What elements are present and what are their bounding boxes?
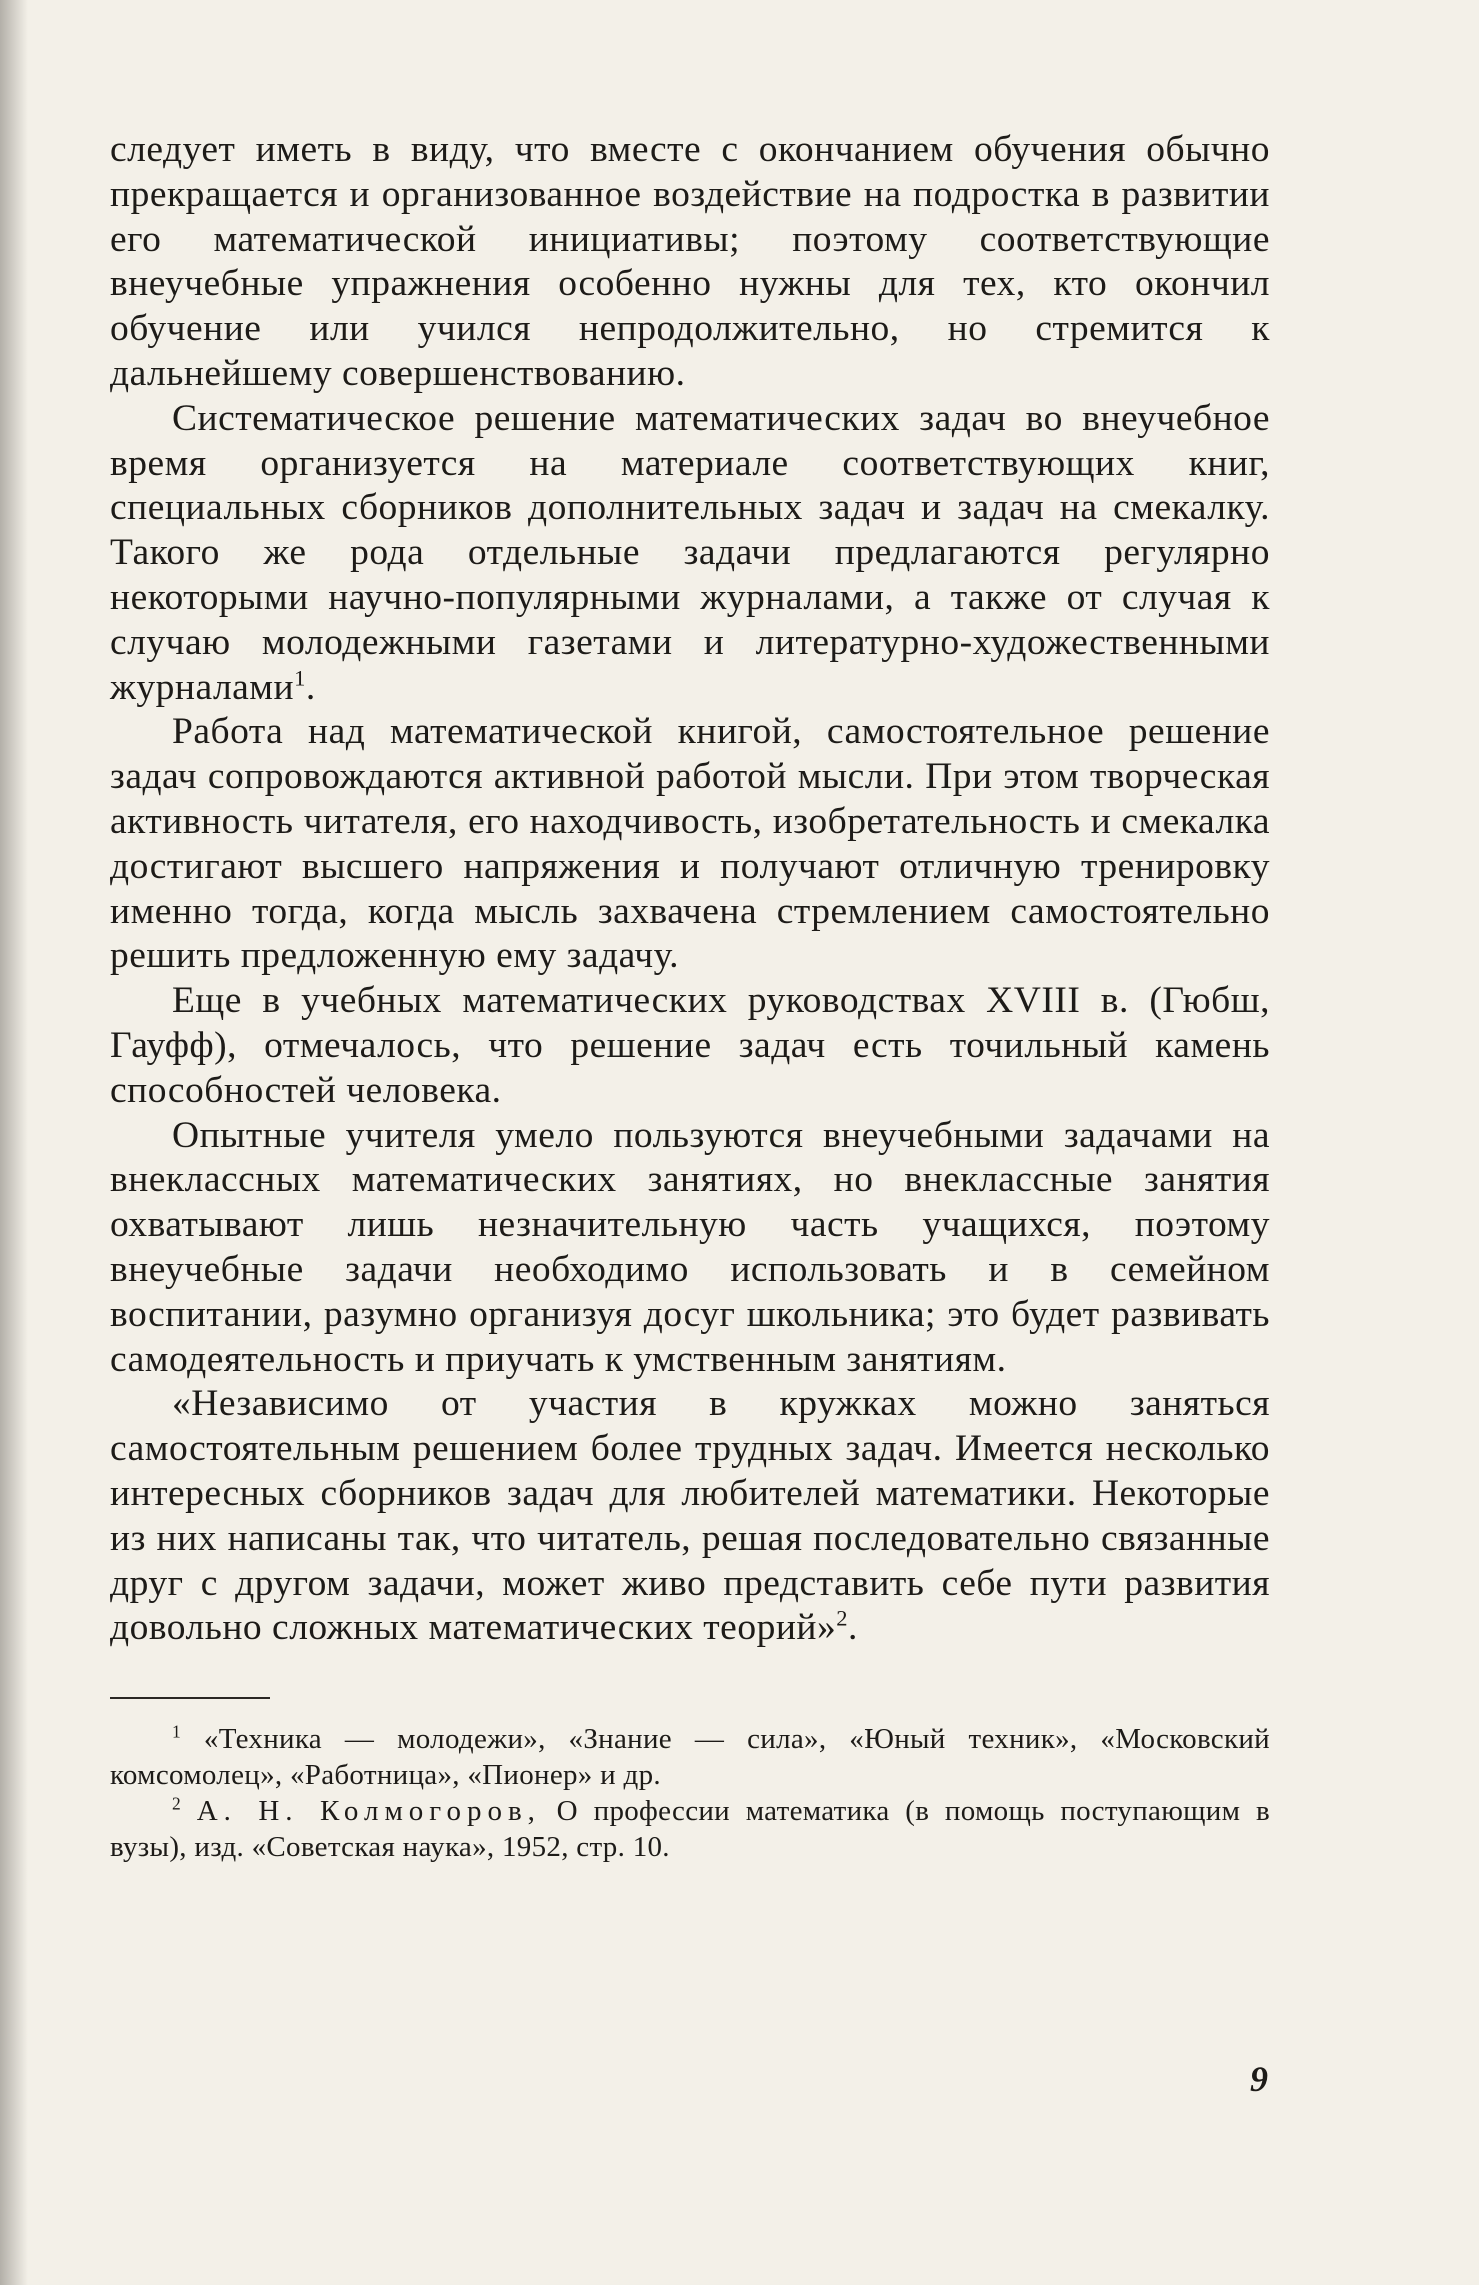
footnote-ref-2: 2 [836, 1605, 848, 1631]
footnote-1-text: «Техника — молодежи», «Знание — сила», «Юный техник», «Московский комсомолец», «Работница», «Пионер» и др. [110, 1723, 1270, 1792]
footnote-2-author: А. Н. Колмогоров, [196, 1795, 541, 1828]
footnote-2-mark: 2 [172, 1793, 181, 1814]
paragraph-6-text: «Независимо от участия в кружках можно заняться самостоятельным решением более трудных задач. Имеется несколько интересных сборников задач для любителей математики. Некоторые из них написаны так, что читатель, решая последовательно связанные друг с другом задачи, может живо представить себе пути развития довольно сложных математических теорий» [110, 1383, 1270, 1649]
page-gutter-shadow [0, 0, 28, 2285]
paragraph-4 [110, 979, 1270, 1113]
page-number: 9 [1250, 2059, 1268, 2099]
footnote-2 [110, 1793, 1270, 1865]
paragraph-2-text: Систематическое решение математических задач во внеучебное время организуется на материале соответствующих книг, специальных сборников дополнительных задач и задач на смекалку. Такого же рода отдельные задачи предлагаются регулярно некоторыми научно-популярными журналами, а также от случая к случаю молодежными газетами и литературно-художественными журналами [110, 397, 1270, 708]
paragraph-4-text: Еще в учебных математических руководствах XVIII в. (Гюбш, Гауфф), отмечалось, что решение задач есть точильный камень способностей человека. [110, 980, 1270, 1111]
paragraph-1 [110, 128, 1270, 397]
footnote-1-mark: 1 [172, 1721, 181, 1742]
paragraph-3 [110, 710, 1270, 979]
paragraph-1-text: следует иметь в виду, что вместе с окончанием обучения обычно прекращается и организованное воздействие на подростка в развитии его математической инициативы; поэтому соответствующие внеучебные упражнения особенно нужны для тех, кто окончил обучение или учился непродолжительно, но стремится к дальнейшему совершенствованию. [110, 129, 1270, 394]
paragraph-6: «Независимо от участия в кружках можно заняться самостоятельным решением более трудных задач. Имеется несколько интересных сборников задач для любителей математики. Некоторые из них написаны так, что читатель, решая последовательно связанные друг с другом задачи, может живо представить себе пути развития довольно сложных математических теорий»$^2$. [110, 1383, 1270, 1649]
paragraph-2: Систематическое решение математических задач во внеучебное время организуется на материале соответствующих книг, специальных сборников дополнительных задач и задач на смекалку. Такого же рода отдельные задачи предлагаются регулярно некоторыми научно-популярными журналами, а также от случая к случаю молодежными газетами и литературно-художественными журналами$^1$. [110, 397, 1270, 708]
paragraph-5 [110, 1114, 1270, 1383]
footnote-ref-1: 1 [294, 665, 306, 691]
paragraph-3-text: Работа над математической книгой, самостоятельное решение задач сопровождаются активной работой мысли. При этом творческая активность читателя, его находчивость, изобретательность и смекалка достигают высшего напряжения и получают отличную тренировку именно тогда, когда мысль захвачена стремлением самостоятельно решить предложенную ему задачу. [110, 711, 1270, 977]
paragraph-5-text: Опытные учителя умело пользуются внеучебными задачами на внеклассных математических занятиях, но внеклассные занятия охватывают лишь незначительную часть учащихся, поэтому внеучебные задачи необходимо использовать и в семейном воспитании, разумно организуя досуг школьника; это будет развивать самодеятельность и приучать к умственным занятиям. [110, 1114, 1270, 1380]
book-page [110, 128, 1270, 1865]
footnote-1 [110, 1721, 1270, 1793]
footnote-2-text: О профессии математика (в помощь поступающим в вузы), изд. «Советская наука», 1952, стр. 10. [110, 1795, 1270, 1864]
footnote-separator [110, 1697, 270, 1699]
